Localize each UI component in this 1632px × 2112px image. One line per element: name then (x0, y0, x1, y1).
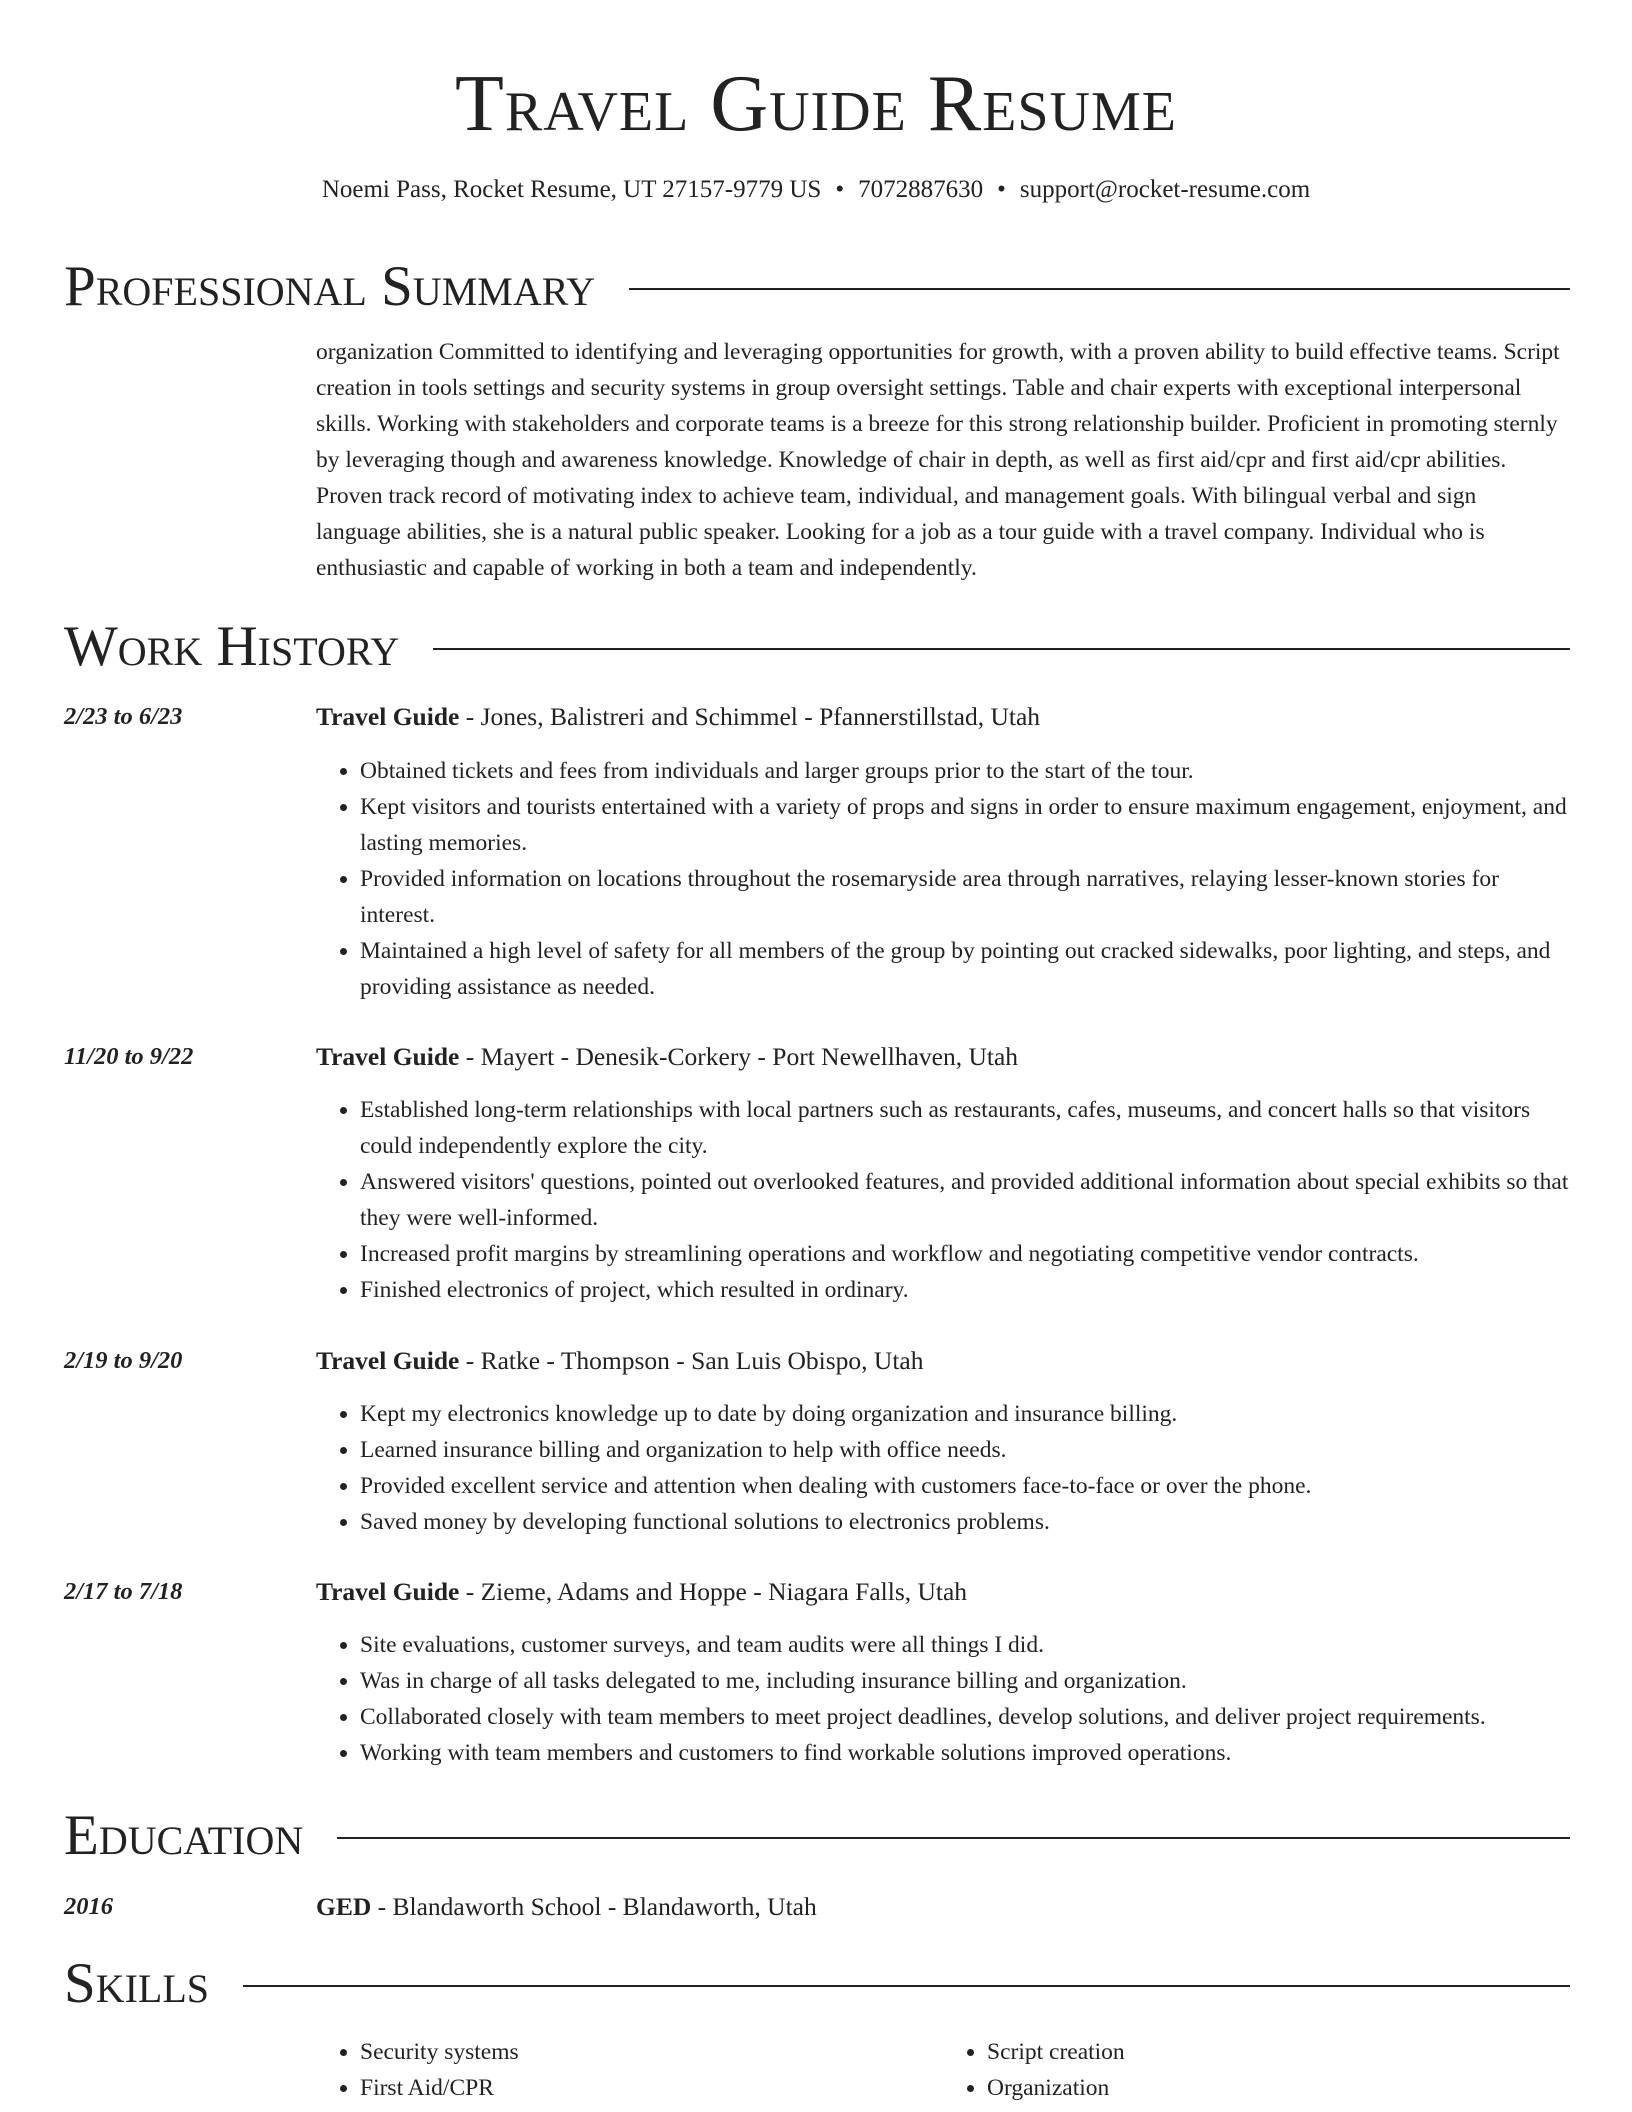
summary-section-heading (64, 255, 1570, 318)
section-divider (629, 288, 1570, 290)
list-item: • Working with team members and customers to find workable solutions improved operations. (360, 1735, 1570, 1771)
list-item: • Maintained a high level of safety for all members of the group by pointing out cracked sidewalks, poor lighting, and steps, and providing assistance as needed. (360, 933, 1570, 1005)
skill-item: • Organization (987, 2070, 1570, 2106)
summary-text: organization Committed to identifying and leveraging opportunities for growth, with a proven ability to build effective teams. Script creation in tools settings and security systems in group oversight settings. Table and chair experts with exceptional interpersonal skills. Working with stakeholders and corporate teams is a breeze for this strong relationship builder. Proficient in promoting sternly by leveraging though and awareness knowledge. Knowledge of chair in depth, as well as first aid/cpr and first aid/cpr abilities. Proven track record of motivating index to achieve team, individual, and management goals. With bilingual verbal and sign language abilities, she is a natural public speaker. Looking for a job as a tour guide with a travel company. Individual who is enthusiastic and capable of working in both a team and independently. (316, 339, 1560, 581)
education-degree: GED (316, 1892, 372, 1921)
skills-section-heading (64, 1952, 1570, 2015)
job-title (316, 1039, 1018, 1075)
list-item: • Provided information on locations throughout the rosemaryside area through narratives, relaying lesser-known stories for interest. (360, 861, 1570, 933)
skills-list (316, 2034, 1570, 2106)
job-role: Travel Guide (316, 1346, 460, 1375)
section-divider (433, 648, 1570, 650)
education-section-heading (64, 1804, 1570, 1867)
job-details: - Zieme, Adams and Hoppe - Niagara Falls, Utah (459, 1577, 968, 1606)
work-heading: Work History (64, 615, 400, 678)
job-dates: 2/17 to 7/18 (64, 1578, 183, 1605)
skills-heading: Skills (64, 1952, 210, 2015)
resume-title: Travel Guide Resume (455, 60, 1177, 148)
contact-separator: • (835, 176, 845, 203)
list-item: • Provided excellent service and attention when dealing with customers face-to-face or over the phone. (360, 1468, 1570, 1504)
skills-column-right (943, 2034, 1570, 2106)
job-dates: 11/20 to 9/22 (64, 1043, 194, 1070)
job-bullets (316, 753, 1570, 1005)
job-details: - Ratke - Thompson - San Luis Obispo, Utah (459, 1346, 924, 1375)
job-details: - Mayert - Denesik-Corkery - Port Newellhaven, Utah (459, 1042, 1019, 1071)
job-title (316, 699, 1040, 735)
job-details: - Jones, Balistreri and Schimmel - Pfannerstillstad, Utah (459, 702, 1041, 731)
job-dates: 2/19 to 9/20 (64, 1347, 183, 1374)
contact-address: Noemi Pass, Rocket Resume, UT 27157-9779 US (321, 176, 822, 203)
job-role: Travel Guide (316, 1042, 460, 1071)
skill-item: • First Aid/CPR (360, 2070, 943, 2106)
list-item: • Established long-term relationships with local partners such as restaurants, cafes, museums, and concert halls so that visitors could independently explore the city. (360, 1092, 1570, 1164)
section-divider (243, 1985, 1570, 1987)
list-item: • Answered visitors' questions, pointed out overlooked features, and provided additional information about special exhibits so that they were well-informed. (360, 1164, 1570, 1236)
list-item: • Learned insurance billing and organization to help with office needs. (360, 1432, 1570, 1468)
job-role: Travel Guide (316, 1577, 460, 1606)
summary-heading: Professional Summary (64, 255, 596, 318)
list-item: • Saved money by developing functional solutions to electronics problems. (360, 1504, 1570, 1540)
list-item: • Kept visitors and tourists entertained with a variety of props and signs in order to ensure maximum engagement, enjoyment, and lasting memories. (360, 789, 1570, 861)
job-role: Travel Guide (316, 702, 460, 731)
list-item: • Was in charge of all tasks delegated to me, including insurance billing and organization. (360, 1663, 1570, 1699)
list-item: • Increased profit margins by streamlining operations and workflow and negotiating competitive vendor contracts. (360, 1236, 1570, 1272)
education-heading: Education (64, 1804, 304, 1867)
job-bullets (316, 1092, 1570, 1308)
job-bullets (316, 1396, 1570, 1540)
education-year: 2016 (64, 1893, 113, 1920)
list-item: • Obtained tickets and fees from individuals and larger groups prior to the start of the tour. (360, 753, 1570, 789)
education-title (316, 1889, 817, 1925)
work-section-heading (64, 615, 1570, 678)
contact-line (0, 176, 1632, 204)
list-item: • Kept my electronics knowledge up to date by doing organization and insurance billing. (360, 1396, 1570, 1432)
list-item: • Finished electronics of project, which resulted in ordinary. (360, 1272, 1570, 1308)
list-item: • Site evaluations, customer surveys, and team audits were all things I did. (360, 1627, 1570, 1663)
skill-item: • Security systems (360, 2034, 943, 2070)
job-title (316, 1343, 923, 1379)
job-bullets (316, 1627, 1570, 1771)
education-details: - Blandaworth School - Blandaworth, Utah (371, 1892, 817, 1921)
skill-item: • Script creation (987, 2034, 1570, 2070)
job-dates: 2/23 to 6/23 (64, 703, 183, 730)
list-item: • Collaborated closely with team members to meet project deadlines, develop solutions, and deliver project requirements. (360, 1699, 1570, 1735)
skills-column-left (316, 2034, 943, 2106)
section-divider (337, 1837, 1570, 1839)
job-title (316, 1574, 967, 1610)
contact-phone: 7072887630 (858, 176, 984, 203)
contact-separator: • (997, 176, 1006, 203)
contact-email: support@rocket-resume.com (1019, 176, 1311, 203)
